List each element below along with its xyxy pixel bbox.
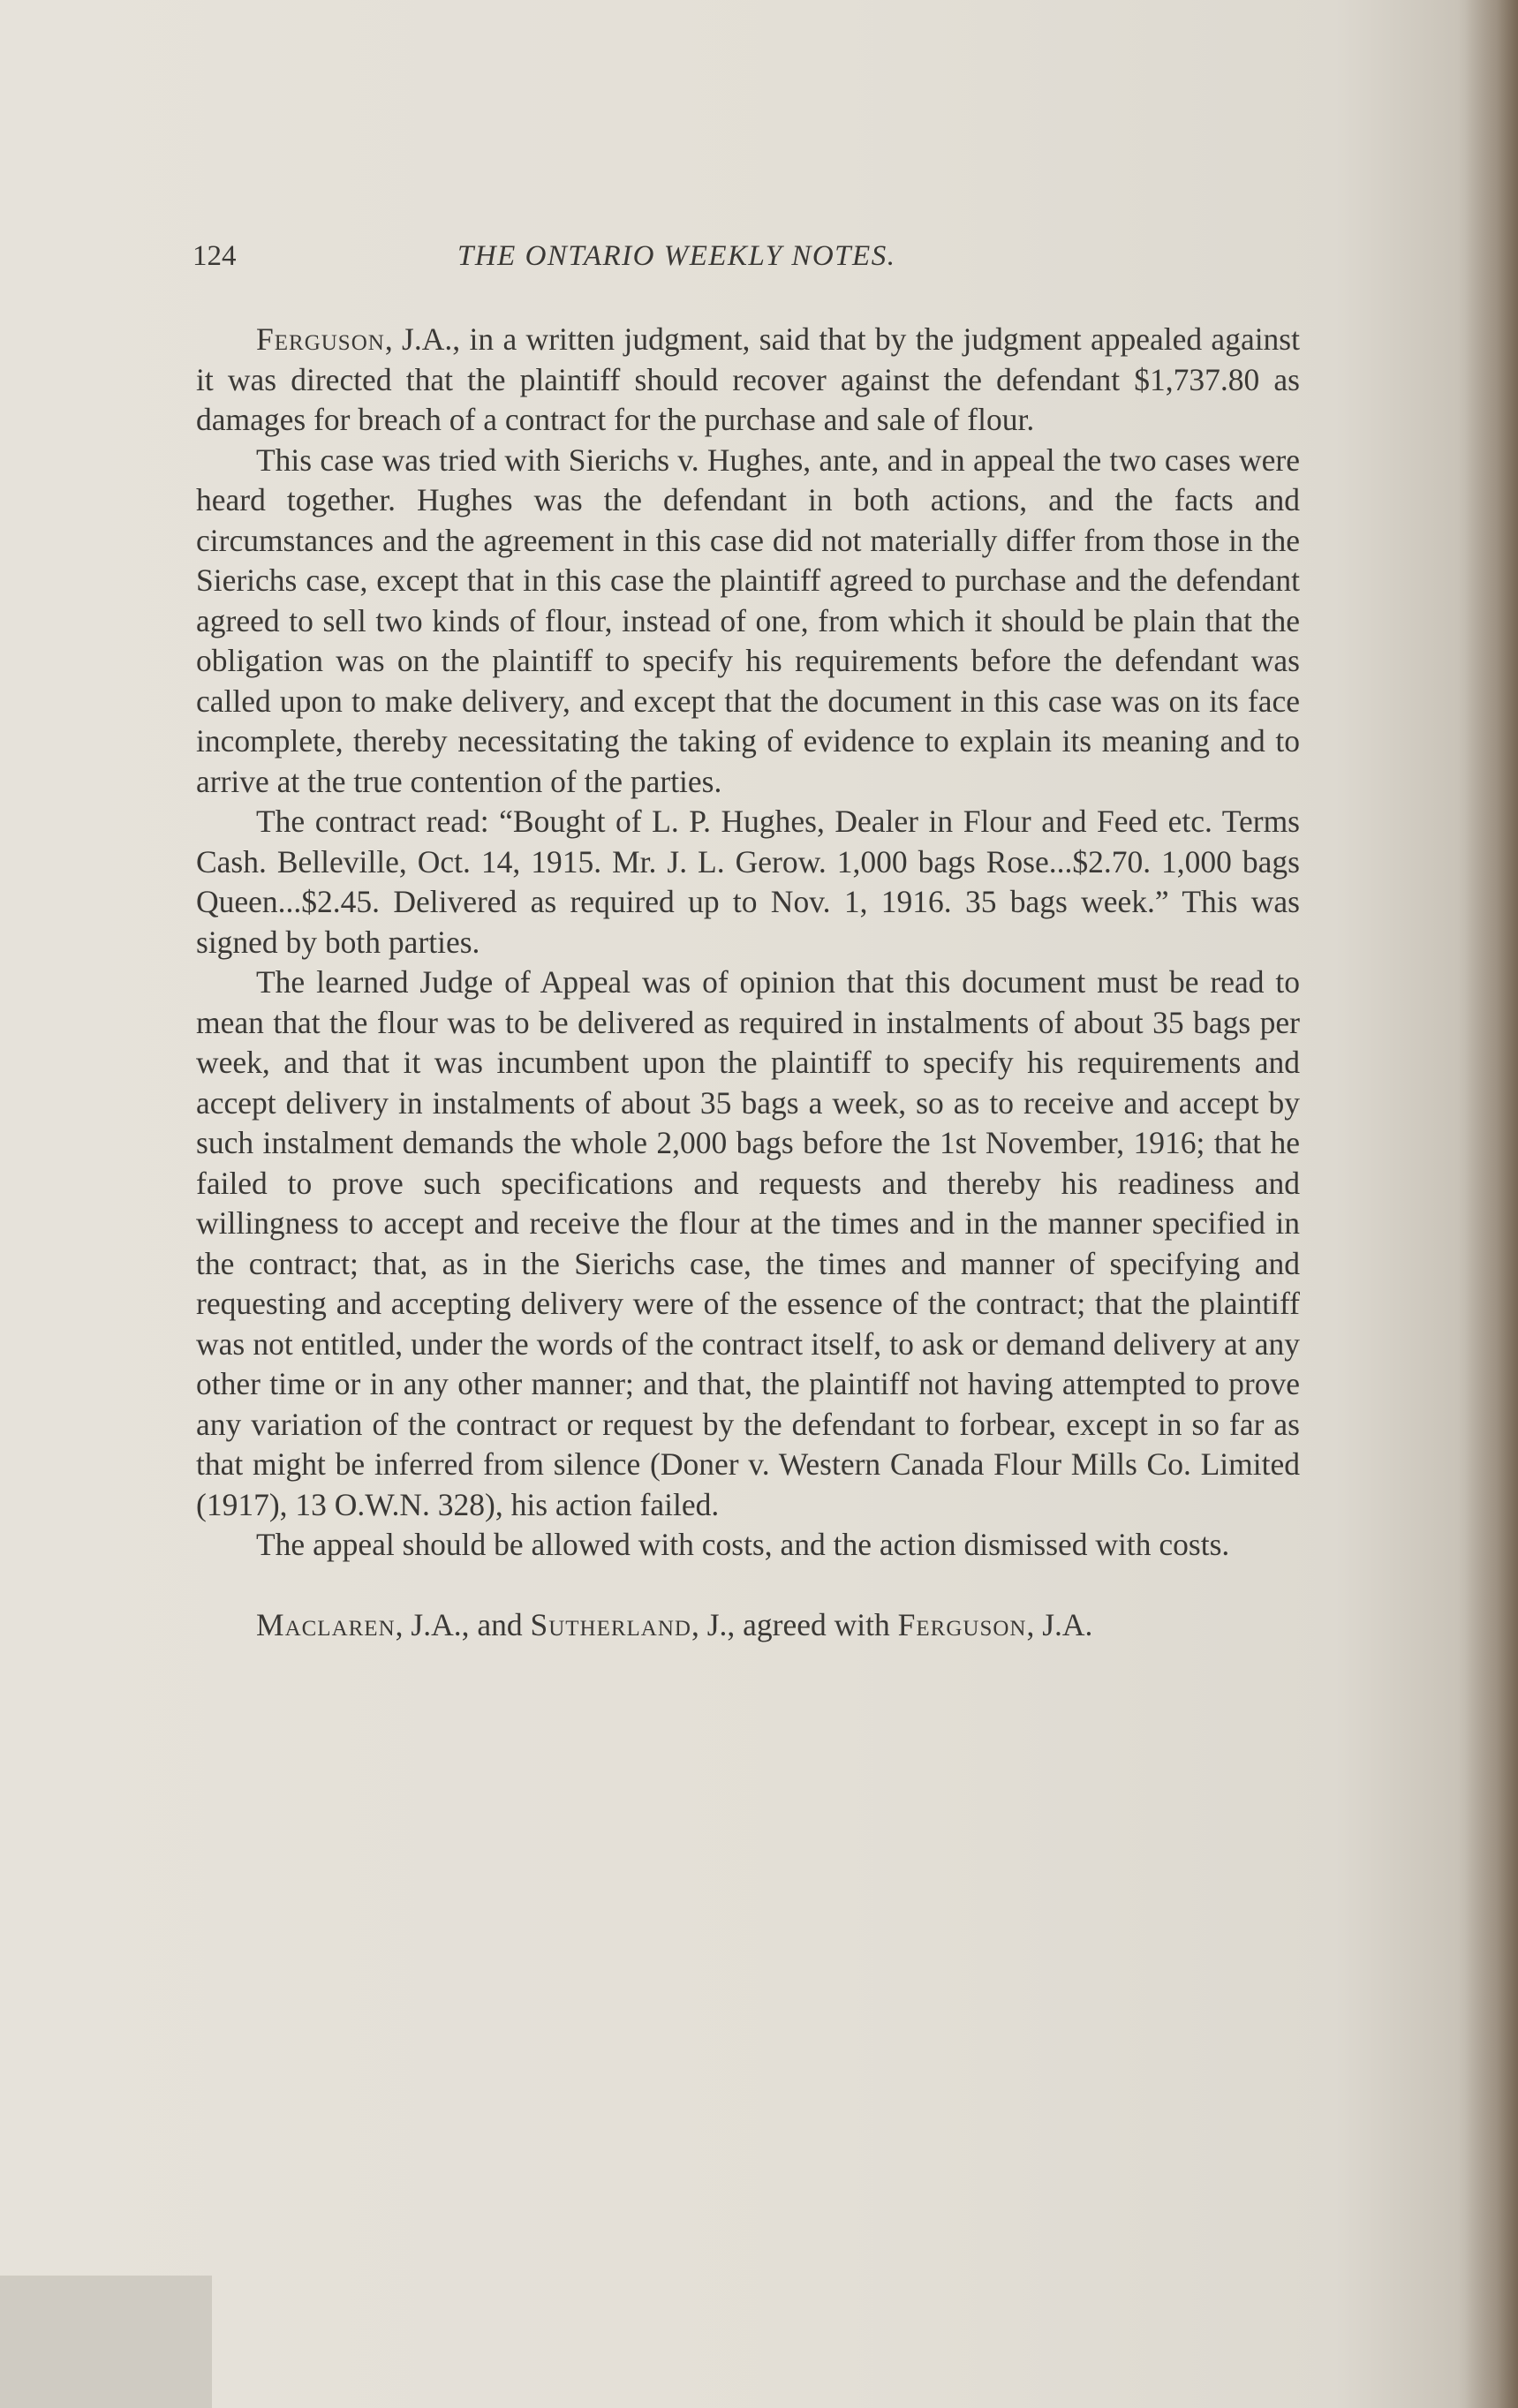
paragraph-ferguson-judgment bbox=[196, 320, 1300, 441]
concurrence-text: , J., agreed with bbox=[691, 1606, 898, 1642]
paragraph-text: The appeal should be allowed with costs, and the action dismissed with costs. bbox=[256, 1527, 1230, 1562]
judge-name: Ferguson bbox=[897, 1606, 1027, 1642]
concurrence-text: , J.A. bbox=[1026, 1606, 1093, 1642]
paragraph-text: This case was tried with Sierichs v. Hughes, ante, and in appeal the two cases were heard together. Hughes was the defendant in both actions, and the facts and circumstances and the agreement in this case did not materially differ from those in the Sierichs case, except that in this case the plaintiff agreed to purchase and the defendant agreed to sell two kinds of flour, instead of one, from which it should be plain that the obligation was on the plaintiff to specify his requirements before the defendant was called upon to make delivery, and except that the document in this case was on its face incomplete, thereby necessitating the taking of evidence to explain its meaning and to arrive at the true contention of the parties. bbox=[196, 442, 1300, 799]
paragraph-concurrence bbox=[196, 1605, 1300, 1646]
concurrence-text: , J.A., and bbox=[395, 1606, 531, 1642]
judge-name: Maclaren bbox=[256, 1606, 396, 1642]
judgment-body bbox=[196, 320, 1300, 1645]
page-number: 124 bbox=[193, 240, 237, 272]
journal-title: THE ONTARIO WEEKLY NOTES. bbox=[457, 240, 896, 272]
paragraph-case-background bbox=[196, 441, 1300, 803]
paragraph-disposition bbox=[196, 1525, 1300, 1566]
page-corner-discoloration bbox=[0, 2276, 212, 2408]
paragraph-text: , J.A., in a written judgment, said that by the judgment appealed against it was directed that the plaintiff should recover against the defendant $1,737.80 as damages for breach of a contract for the purchase and sale of flour. bbox=[196, 321, 1300, 437]
judge-name: Sutherland bbox=[530, 1606, 691, 1642]
judge-name: Ferguson bbox=[256, 321, 385, 357]
paragraph-judge-opinion bbox=[196, 962, 1300, 1525]
running-header bbox=[193, 240, 1314, 284]
page-binding-shadow bbox=[1465, 0, 1518, 2408]
paragraph-text: The learned Judge of Appeal was of opinion that this document must be read to mean that the flour was to be delivered as required in instalments of about 35 bags per week, and that it was incumbent upon the plaintiff to specify his requirements and accept delivery in instalments of about 35 bags a week, so as to receive and accept by such instalment demands the whole 2,000 bags before the 1st November, 1916; that he failed to prove such specifications and requests and thereby his readiness and willingness to accept and receive the flour at the times and in the manner specified in the contract; that, as in the Sierichs case, the times and manner of specifying and requesting and accepting delivery were of the essence of the contract; that the plaintiff was not entitled, under the words of the contract itself, to ask or demand delivery at any other time or in any other manner; and that, the plaintiff not having attempted to prove any variation of the contract or request by the defendant to forbear, except in so far as that might be inferred from silence (Doner v. Western Canada Flour Mills Co. Limited (1917), 13 O.W.N. 328), his action failed. bbox=[196, 964, 1300, 1522]
paragraph-text: The contract read: “Bought of L. P. Hughes, Dealer in Flour and Feed etc. Terms Cash. Belleville, Oct. 14, 1915. Mr. J. L. Gerow. 1,000 bags Rose...$2.70. 1,000 bags Queen...$2.45. Delivered as required up to Nov. 1, 1916. 35 bags week.” This was signed by both parties. bbox=[196, 804, 1300, 960]
paragraph-contract-text bbox=[196, 802, 1300, 962]
